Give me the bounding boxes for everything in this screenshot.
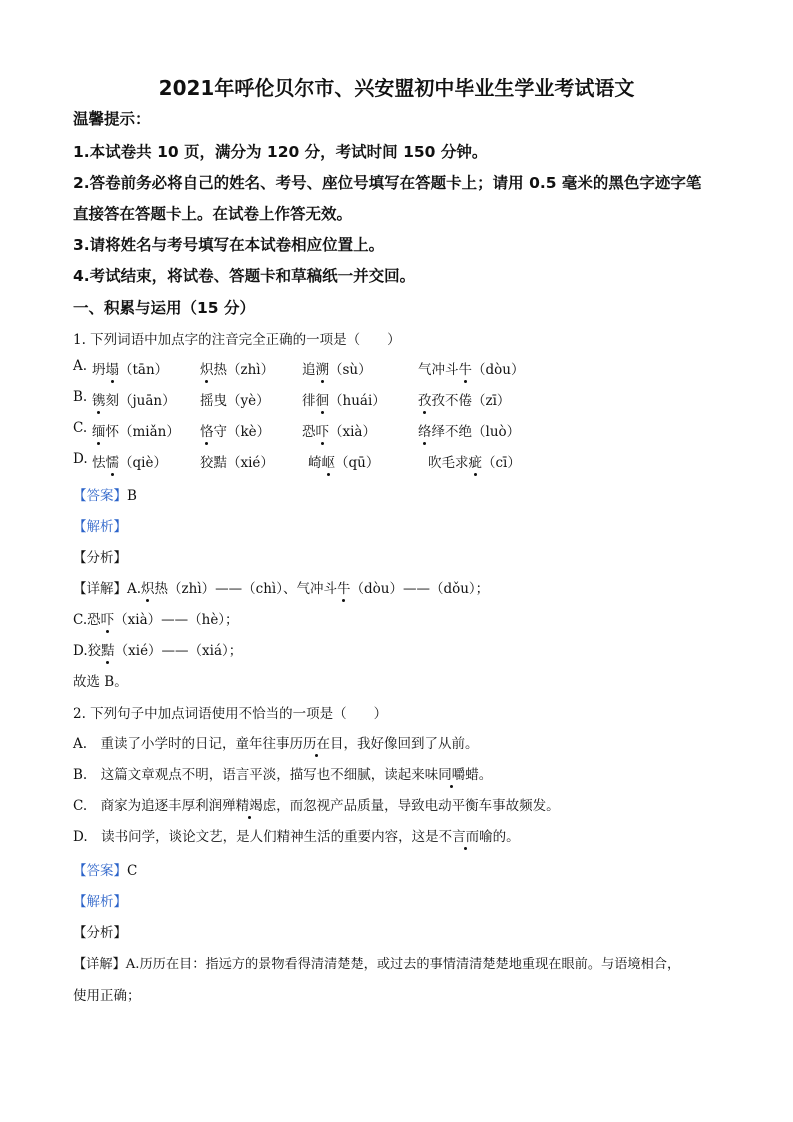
q1-detail-2: C.恐吓（xià）——（hè）； (73, 612, 239, 628)
tip-1: 1.本试卷共 10 页，满分为 120 分，考试时间 150 分钟。 (73, 143, 488, 161)
q2-answer: 【答案】C (73, 863, 138, 879)
q2-option-c: C. 商家为追逐丰厚利润殚精竭虑，而忽视产品质量，导致电动平衡车事故频发。 (73, 798, 560, 814)
q1-conclusion: 故选 B。 (73, 674, 128, 690)
q2-option-a: A. 重读了小学时的日记，童年往事历历在目，我好像回到了从前。 (73, 736, 479, 752)
q1-analysis-label: 【解析】 (73, 519, 127, 535)
q2-option-d: D. 读书问学，谈论文艺，是人们精神生活的重要内容，这是不言而喻的。 (73, 829, 520, 845)
q2-analysis-label: 【解析】 (73, 894, 127, 910)
q1-detail-3: D.狡黠（xié）——（xiá）； (73, 643, 243, 659)
q2-detail-1: 【详解】A.历历在目：指远方的景物看得清清楚楚，或过去的事情清清楚楚地重现在眼前。与语境相合， (73, 957, 681, 972)
q2-fenxi: 【分析】 (73, 925, 127, 941)
q1-answer: 【答案】B (73, 488, 137, 504)
q1-fenxi: 【分析】 (73, 550, 127, 566)
page-title: 2021年呼伦贝尔市、兴安盟初中毕业生学业考试语文 (158, 76, 635, 100)
q2-option-b: B. 这篇文章观点不明，语言平淡，描写也不细腻，读起来味同嚼蜡。 (73, 767, 493, 783)
section-heading: 一、积累与运用（15 分） (73, 299, 255, 317)
tips-heading: 温馨提示： (73, 110, 151, 128)
tip-2b: 直接答在答题卡上。在试卷上作答无效。 (73, 205, 353, 223)
tip-2a: 2.答卷前务必将自己的姓名、考号、座位号填写在答题卡上；请用 0.5 毫米的黑色字迹字笔 (73, 174, 702, 192)
exam-page: 2021年呼伦贝尔市、兴安盟初中毕业生学业考试语文 温馨提示： 1.本试卷共 10 页，满分为 120 分，考试时间 150 分钟。 2.答卷前务必将自己的姓名、考号、座位号填写在答题卡上；请用 0.5 毫米的黑色字迹字笔 直接答在答题卡上。在试卷上作答无效。 3.请将姓名与考号填写在本试卷相应位置上。 4.考试结束，将试卷、答题卡和草稿纸一并交回。 一、积累与运用（15 分） 1. 下列词语中加点字的注音完全正确的一项是（ ） A. 坍塌（tān） 炽热（zhì） 追溯（sù） 气冲斗牛（dòu） B. 镌刻（juān） 摇曳（yè） 徘徊（huái） 孜孜不倦（zī） C. 缅怀（miǎn） 恪守（kè） 恐吓（xià） 络绎不绝（luò） D. 怯懦（qiè） 狡黠（xié） 崎岖（qū） 吹毛求疵（cī） 【答案】B 【解析】 【分析】 【详解】A.炽热（zhì）——（chì）、气冲斗牛（dòu）——（dǒu）； C.恐吓（xià）——（hè）； D.狡黠（xié）——（xiá）； 故选 B。 2. 下列句子中加点词语使用不恰当的一项是（ ） A. 重读了小学时的日记，童年往事历历在目，我好像回到了从前。 B. 这篇文章观点不明，语言平淡，描写也不细腻，读起来味同嚼蜡。 C. 商家为追逐丰厚利润殚精竭虑，而忽视产品质量，导致电动平衡车事故频发。 D. 读书问学，谈论文艺，是人们精神生活的重要内容，这是不言而喻的。 【答案】C 【解析】 【分析】 【详解】A.历历在目：指远方的景物看得清清楚楚，或过去的事情清清楚楚地重现在眼前。与语境相合， 使用正确； (0, 0, 793, 1122)
tip-4: 4.考试结束，将试卷、答题卡和草稿纸一并交回。 (73, 267, 416, 285)
q2-stem: 2. 下列句子中加点词语使用不恰当的一项是（ ） (73, 706, 388, 722)
tip-3: 3.请将姓名与考号填写在本试卷相应位置上。 (73, 236, 385, 254)
q2-detail-2: 使用正确； (73, 988, 141, 1004)
q1-detail-1: 【详解】A.炽热（zhì）——（chì）、气冲斗牛（dòu）——（dǒu）； (73, 581, 490, 597)
q1-stem: 1. 下列词语中加点字的注音完全正确的一项是（ ） (73, 332, 401, 348)
